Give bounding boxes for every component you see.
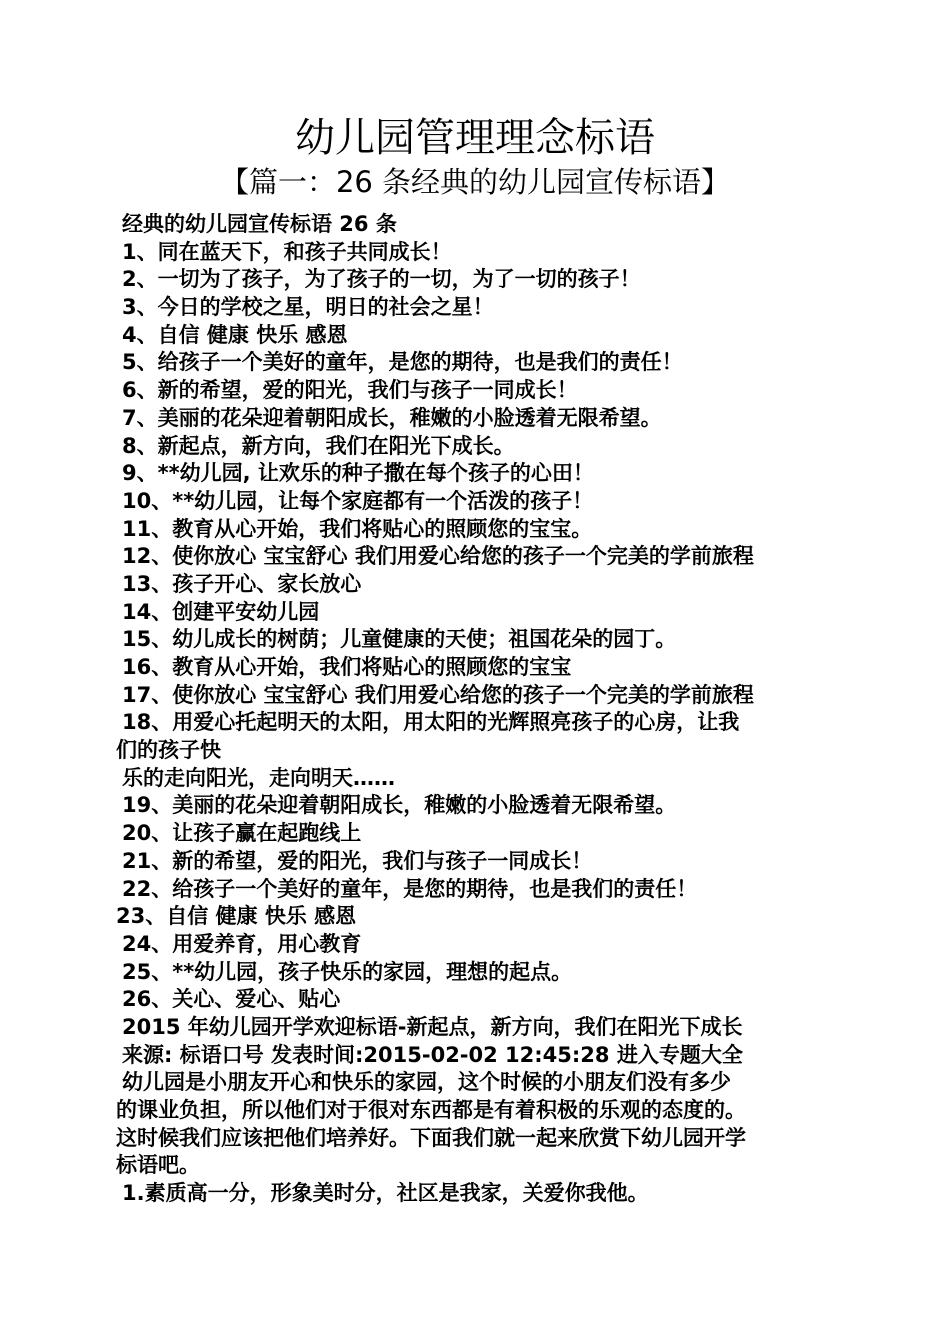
text-line: 21、新的希望，爱的阳光，我们与孩子一同成长！ xyxy=(122,848,593,873)
document-body xyxy=(114,211,844,1208)
text-line: 13、孩子开心、家长放心 xyxy=(122,571,362,596)
text-line: 19、美丽的花朵迎着朝阳成长，稚嫩的小脸透着无限希望。 xyxy=(122,793,677,818)
text-line: 3、今日的学校之星，明日的社会之星！ xyxy=(122,295,494,320)
text-line: 24、用爱养育，用心教育 xyxy=(122,931,362,956)
text-line: 12、使你放心 宝宝舒心 我们用爱心给您的孩子一个完美的学前旅程 xyxy=(122,544,754,569)
document-subtitle: 【篇一：26 条经典的幼儿园宣传标语】 xyxy=(219,165,731,199)
text-line: 18、用爱心托起明天的太阳，用太阳的光辉照亮孩子的心房，让我 xyxy=(122,710,740,735)
text-line: 14、创建平安幼儿园 xyxy=(122,599,320,624)
text-line: 1、同在蓝天下，和孩子共同成长！ xyxy=(122,239,452,264)
text-line: 标语吧。 xyxy=(116,1153,200,1178)
text-line: 11、教育从心开始，我们将贴心的照顾您的宝宝。 xyxy=(122,516,593,541)
text-line: 8、新起点，新方向，我们在阳光下成长。 xyxy=(122,433,515,458)
text-line: 5、给孩子一个美好的童年，是您的期待，也是我们的责任！ xyxy=(122,350,683,375)
text-line: 4、自信 健康 快乐 感恩 xyxy=(122,322,348,347)
text-line: 25、**幼儿园，孩子快乐的家园，理想的起点。 xyxy=(122,959,573,984)
text-line: 幼儿园是小朋友开心和快乐的家园，这个时候的小朋友们没有多少 xyxy=(122,1070,731,1095)
text-line: 2015 年幼儿园开学欢迎标语-新起点，新方向，我们在阳光下成长 xyxy=(122,1014,743,1039)
text-line: 16、教育从心开始，我们将贴心的照顾您的宝宝 xyxy=(122,655,572,679)
text-line: 乐的走向阳光，走向明天…… xyxy=(122,765,395,790)
text-line: 7、美丽的花朵迎着朝阳成长，稚嫩的小脸透着无限希望。 xyxy=(122,405,662,430)
text-line: 10、**幼儿园，让每个家庭都有一个活泼的孩子！ xyxy=(122,488,594,513)
text-line: 1.素质高一分，形象美时分，社区是我家，关爱你我他。 xyxy=(122,1181,649,1206)
text-line: 9、**幼儿园, 让欢乐的种子撒在每个孩子的心田！ xyxy=(122,461,594,486)
text-line: 来源: 标语口号 发表时间:2015-02-02 12:45:28 进入专题大全 xyxy=(122,1042,743,1067)
text-line: 17、使你放心 宝宝舒心 我们用爱心给您的孩子一个完美的学前旅程 xyxy=(122,682,754,707)
text-line: 26、关心、爱心、贴心 xyxy=(122,987,341,1012)
text-line: 6、新的希望，爱的阳光，我们与孩子一同成长！ xyxy=(122,378,578,403)
text-line: 15、幼儿成长的树荫；儿童健康的天使；祖国花朵的园丁。 xyxy=(122,627,677,652)
text-line: 2、一切为了孩子，为了孩子的一切，为了一切的孩子！ xyxy=(122,267,641,292)
document-title: 幼儿园管理理念标语 xyxy=(295,115,655,161)
text-line: 们的孩子快 xyxy=(116,738,221,763)
text-line: 23、自信 健康 快乐 感恩 xyxy=(116,904,357,929)
text-line: 22、给孩子一个美好的童年，是您的期待，也是我们的责任！ xyxy=(122,876,698,901)
text-line: 这时候我们应该把他们培养好。下面我们就一起来欣赏下幼儿园开学 xyxy=(116,1125,746,1150)
text-line: 的课业负担，所以他们对于很对东西都是有着积极的乐观的态度的。 xyxy=(116,1098,746,1122)
text-line: 经典的幼儿园宣传标语 26 条 xyxy=(122,212,397,236)
text-line: 20、让孩子赢在起跑线上 xyxy=(122,821,362,846)
